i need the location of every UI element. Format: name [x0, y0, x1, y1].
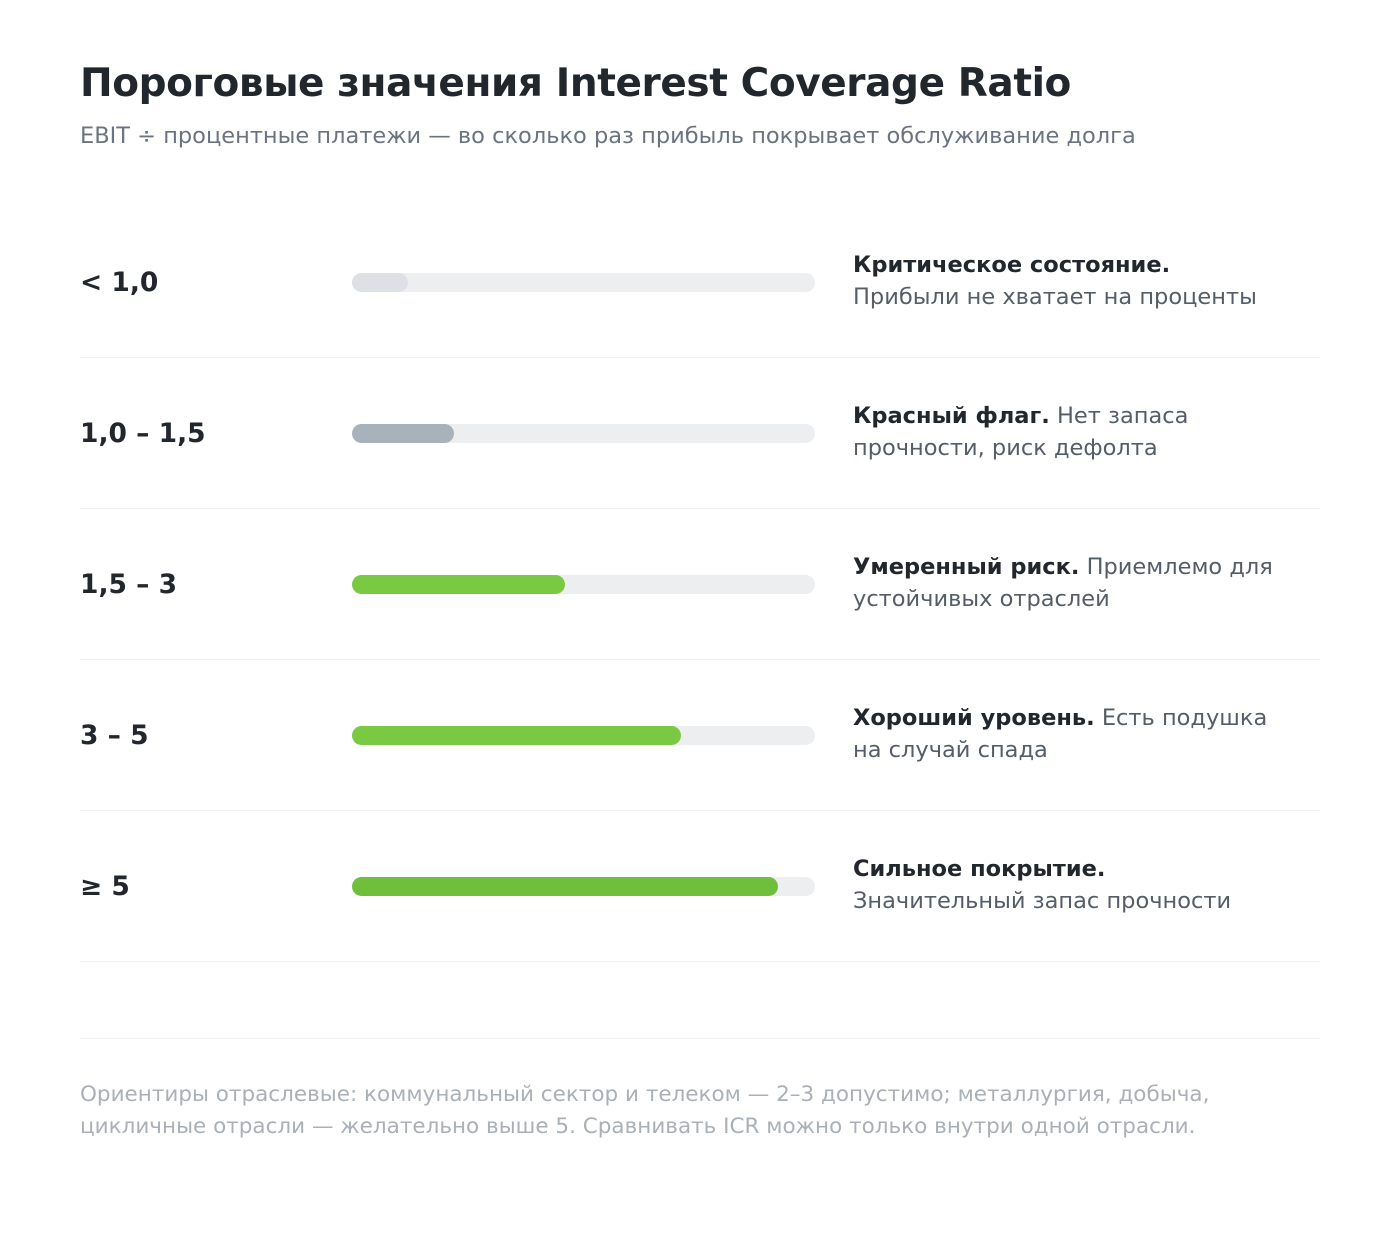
threshold-rows	[80, 207, 1320, 1039]
row-range-label: ≥ 5	[80, 870, 130, 902]
row-description	[849, 854, 1283, 918]
page-title: Пороговые значения Interest Coverage Ratio	[80, 61, 1071, 106]
row-description-strong: Хороший уровень.	[853, 705, 1095, 732]
table-row	[80, 811, 1320, 962]
row-bar	[352, 726, 849, 745]
table-row	[80, 358, 1320, 509]
bar-track	[352, 726, 815, 745]
row-range-label: 1,0 – 1,5	[80, 417, 206, 449]
table-divider	[80, 962, 1320, 1039]
table-row	[80, 207, 1320, 358]
row-description-strong: Критическое состояние.	[853, 252, 1171, 279]
bar-fill	[352, 424, 454, 443]
row-bar	[352, 424, 849, 443]
row-description-rest: Значительный запас прочности	[853, 888, 1232, 915]
row-description-strong: Умеренный риск.	[853, 554, 1080, 581]
table-row	[80, 509, 1320, 660]
row-description	[849, 703, 1283, 767]
bar-fill	[352, 726, 681, 745]
footnote: Ориентиры отраслевые: коммунальный сектор и телеком — 2–3 допустимо; металлургия, добыча, цикличные отрасли — желательно выше 5. Сравнивать ICR можно только внутри одной отрасли.	[80, 1082, 1210, 1140]
row-bar	[352, 575, 849, 594]
row-bar	[352, 877, 849, 896]
bar-track	[352, 877, 815, 896]
row-description-rest: Есть подушка на случай спада	[853, 705, 1268, 764]
row-range-label: 1,5 – 3	[80, 568, 178, 600]
page-subtitle: EBIT ÷ процентные платежи — во сколько раз прибыль покрывает обслуживание долга	[80, 122, 1136, 149]
row-description	[849, 401, 1283, 465]
row-description-rest: Нет запаса прочности, риск дефолта	[853, 403, 1189, 462]
row-description-rest: Приемлемо для устойчивых отраслей	[853, 554, 1273, 613]
row-description-strong: Красный флаг.	[853, 403, 1050, 430]
row-description	[849, 250, 1283, 314]
table-row	[80, 660, 1320, 811]
bar-fill	[352, 877, 778, 896]
bar-track	[352, 424, 815, 443]
bar-track	[352, 273, 815, 292]
row-range-label: < 1,0	[80, 266, 159, 298]
row-description	[849, 552, 1283, 616]
bar-fill	[352, 273, 408, 292]
row-bar	[352, 273, 849, 292]
bar-fill	[352, 575, 565, 594]
row-range-label: 3 – 5	[80, 719, 149, 751]
bar-track	[352, 575, 815, 594]
row-description-rest: Прибыли не хватает на проценты	[853, 284, 1257, 311]
row-description-strong: Сильное покрытие.	[853, 856, 1106, 883]
